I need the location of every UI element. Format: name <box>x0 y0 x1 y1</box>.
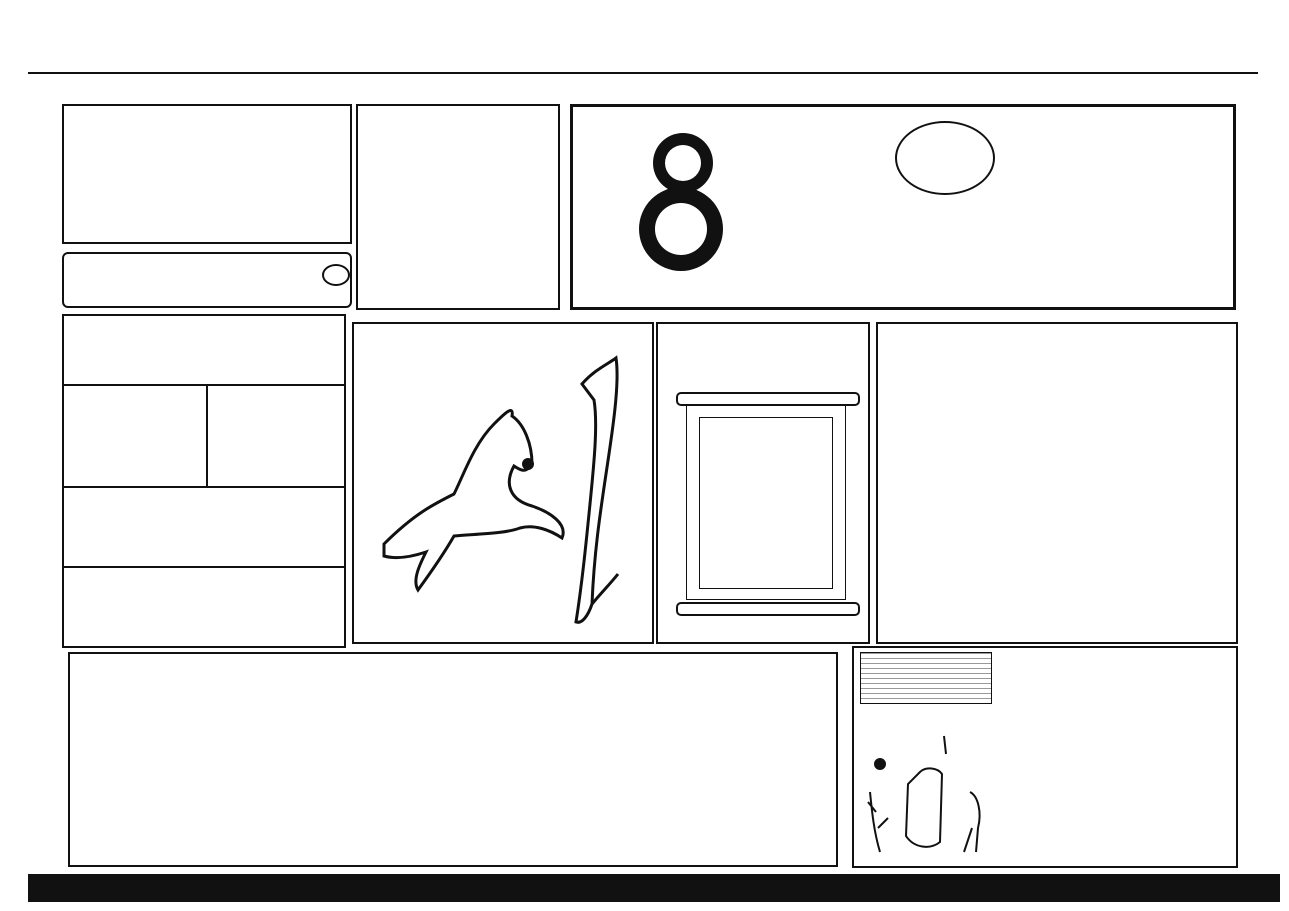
picture-solution-box <box>852 646 1238 868</box>
marksix-strip <box>40 72 1250 94</box>
horse-sketch <box>354 324 652 642</box>
open-box <box>62 314 346 648</box>
dot-grid <box>296 672 836 812</box>
open-divider-mid <box>206 384 208 486</box>
tips-box <box>356 104 560 310</box>
strength-table-box <box>62 104 352 244</box>
logo-box <box>570 104 1236 310</box>
treasure-map-box <box>656 322 870 644</box>
open-divider-2 <box>64 486 344 488</box>
hk-result-box <box>62 252 352 308</box>
open-divider-1 <box>64 384 344 386</box>
logo-eight-graphic <box>633 121 733 281</box>
summary-block <box>72 814 836 866</box>
scroll-paper <box>686 404 846 600</box>
number-header-row <box>296 657 836 669</box>
draw-results-table <box>68 652 838 867</box>
left-side-strip <box>36 100 58 880</box>
scroll-inner <box>699 417 833 589</box>
open-divider-3 <box>64 566 344 568</box>
scroll-bottom-rod <box>676 602 860 616</box>
hk-special-ball <box>322 264 350 286</box>
bottom-partial-banner <box>220 896 1040 911</box>
solution-sketch <box>860 732 994 862</box>
animal-picture <box>352 322 654 644</box>
logo-seal <box>895 121 995 195</box>
solution-book-sketch <box>860 652 992 704</box>
right-side-strip <box>1244 100 1266 880</box>
analysis-box <box>876 322 1238 644</box>
